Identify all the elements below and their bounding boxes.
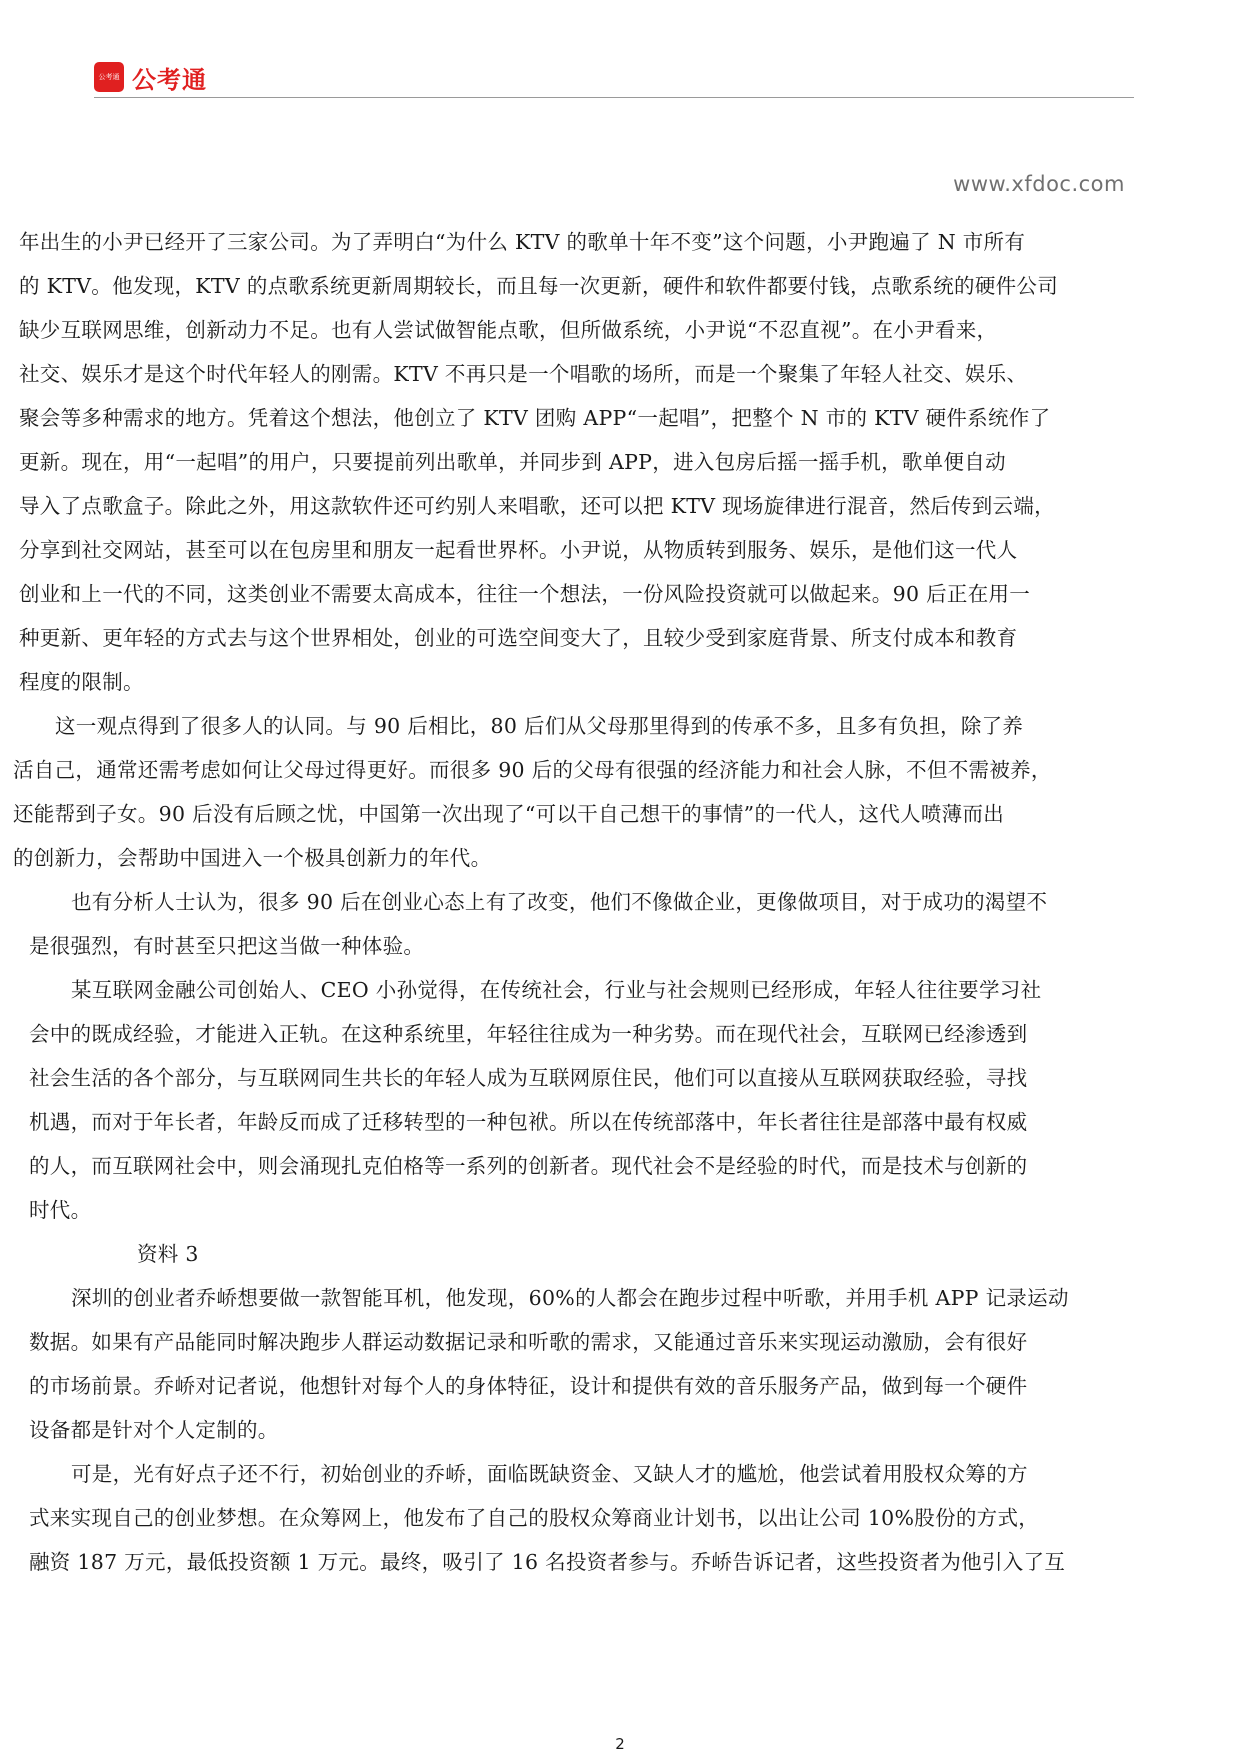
text-line: 数据。如果有产品能同时解决跑步人群运动数据记录和听歌的需求，又能通过音乐来实现运动激励，会有很好 (29, 1330, 1028, 1354)
text-line: 创业和上一代的不同，这类创业不需要太高成本，往往一个想法，一份风险投资就可以做起来。90 后正在用一 (19, 582, 1031, 606)
text-line: 聚会等多种需求的地方。凭着这个想法，他创立了 KTV 团购 APP“一起唱”，把整个 N 市的 KTV 硬件系统作了 (19, 406, 1051, 430)
text-line: 设备都是针对个人定制的。 (29, 1418, 279, 1442)
text-line: 社交、娱乐才是这个时代年轻人的刚需。KTV 不再只是一个唱歌的场所，而是一个聚集了年轻人社交、娱乐、 (19, 362, 1028, 386)
text-line: 更新。现在，用“一起唱”的用户，只要提前列出歌单，并同步到 APP，进入包房后摇一摇手机，歌单便自动 (19, 450, 1006, 474)
text-line: 程度的限制。 (19, 670, 144, 694)
section-heading: 资料 3 (137, 1242, 199, 1266)
text-line: 深圳的创业者乔峤想要做一款智能耳机，他发现，60%的人都会在跑步过程中听歌，并用手机 APP 记录运动 (71, 1286, 1069, 1310)
text-line: 的人，而互联网社会中，则会涌现扎克伯格等一系列的创新者。现代社会不是经验的时代，而是技术与创新的 (29, 1154, 1028, 1178)
text-line: 导入了点歌盒子。除此之外，用这款软件还可约别人来唱歌，还可以把 KTV 现场旋律进行混音，然后传到云端， (19, 494, 1055, 518)
text-line: 社会生活的各个部分，与互联网同生共长的年轻人成为互联网原住民，他们可以直接从互联网获取经验，寻找 (29, 1066, 1028, 1090)
site-url-watermark: www.xfdoc.com (953, 172, 1125, 196)
text-line: 缺少互联网思维，创新动力不足。也有人尝试做智能点歌，但所做系统，小尹说“不忍直视”。在小尹看来， (19, 318, 998, 342)
text-line: 某互联网金融公司创始人、CEO 小孙觉得，在传统社会，行业与社会规则已经形成，年轻人往往要学习社 (71, 978, 1042, 1002)
page-number: 2 (615, 1735, 625, 1753)
text-line: 这一观点得到了很多人的认同。与 90 后相比，80 后们从父母那里得到的传承不多，且多有负担，除了养 (55, 714, 1024, 738)
logo-text: 公考通 (132, 66, 207, 94)
text-line: 是很强烈，有时甚至只把这当做一种体验。 (29, 934, 425, 958)
text-line: 的 KTV。他发现，KTV 的点歌系统更新周期较长，而且每一次更新，硬件和软件都要付钱，点歌系统的硬件公司 (19, 274, 1059, 298)
text-line: 时代。 (29, 1198, 92, 1222)
text-line: 年出生的小尹已经开了三家公司。为了弄明白“为什么 KTV 的歌单十年不变”这个问题，小尹跑遍了 N 市所有 (19, 230, 1026, 254)
text-line: 式来实现自己的创业梦想。在众筹网上，他发布了自己的股权众筹商业计划书，以出让公司 10%股份的方式， (29, 1506, 1040, 1530)
text-line: 还能帮到子女。90 后没有后顾之忧，中国第一次出现了“可以干自己想干的事情”的一代人，这代人喷薄而出 (13, 802, 1005, 826)
document-header (94, 52, 1134, 98)
text-line: 可是，光有好点子还不行，初始创业的乔峤，面临既缺资金、又缺人才的尴尬，他尝试着用股权众筹的方 (71, 1462, 1028, 1486)
text-line: 也有分析人士认为，很多 90 后在创业心态上有了改变，他们不像做企业，更像做项目，对于成功的渴望不 (71, 890, 1048, 914)
logo-icon: 公考通 (94, 62, 124, 92)
text-line: 的市场前景。乔峤对记者说，他想针对每个人的身体特征，设计和提供有效的音乐服务产品，做到每一个硬件 (29, 1374, 1028, 1398)
text-line: 的创新力，会帮助中国进入一个极具创新力的年代。 (13, 846, 492, 870)
text-line: 会中的既成经验，才能进入正轨。在这种系统里，年轻往往成为一种劣势。而在现代社会，互联网已经渗透到 (29, 1022, 1028, 1046)
text-line: 分享到社交网站，甚至可以在包房里和朋友一起看世界杯。小尹说，从物质转到服务、娱乐，是他们这一代人 (19, 538, 1018, 562)
text-line: 机遇，而对于年长者，年龄反而成了迁移转型的一种包袱。所以在传统部落中，年长者往往是部落中最有权威 (29, 1110, 1028, 1134)
header-divider (94, 97, 1134, 98)
text-line: 活自己，通常还需考虑如何让父母过得更好。而很多 90 后的父母有很强的经济能力和社会人脉，不但不需被养， (13, 758, 1052, 782)
text-line: 种更新、更年轻的方式去与这个世界相处，创业的可选空间变大了，且较少受到家庭背景、所支付成本和教育 (19, 626, 1018, 650)
text-line: 融资 187 万元，最低投资额 1 万元。最终，吸引了 16 名投资者参与。乔峤告诉记者，这些投资者为他引入了互 (29, 1550, 1066, 1574)
